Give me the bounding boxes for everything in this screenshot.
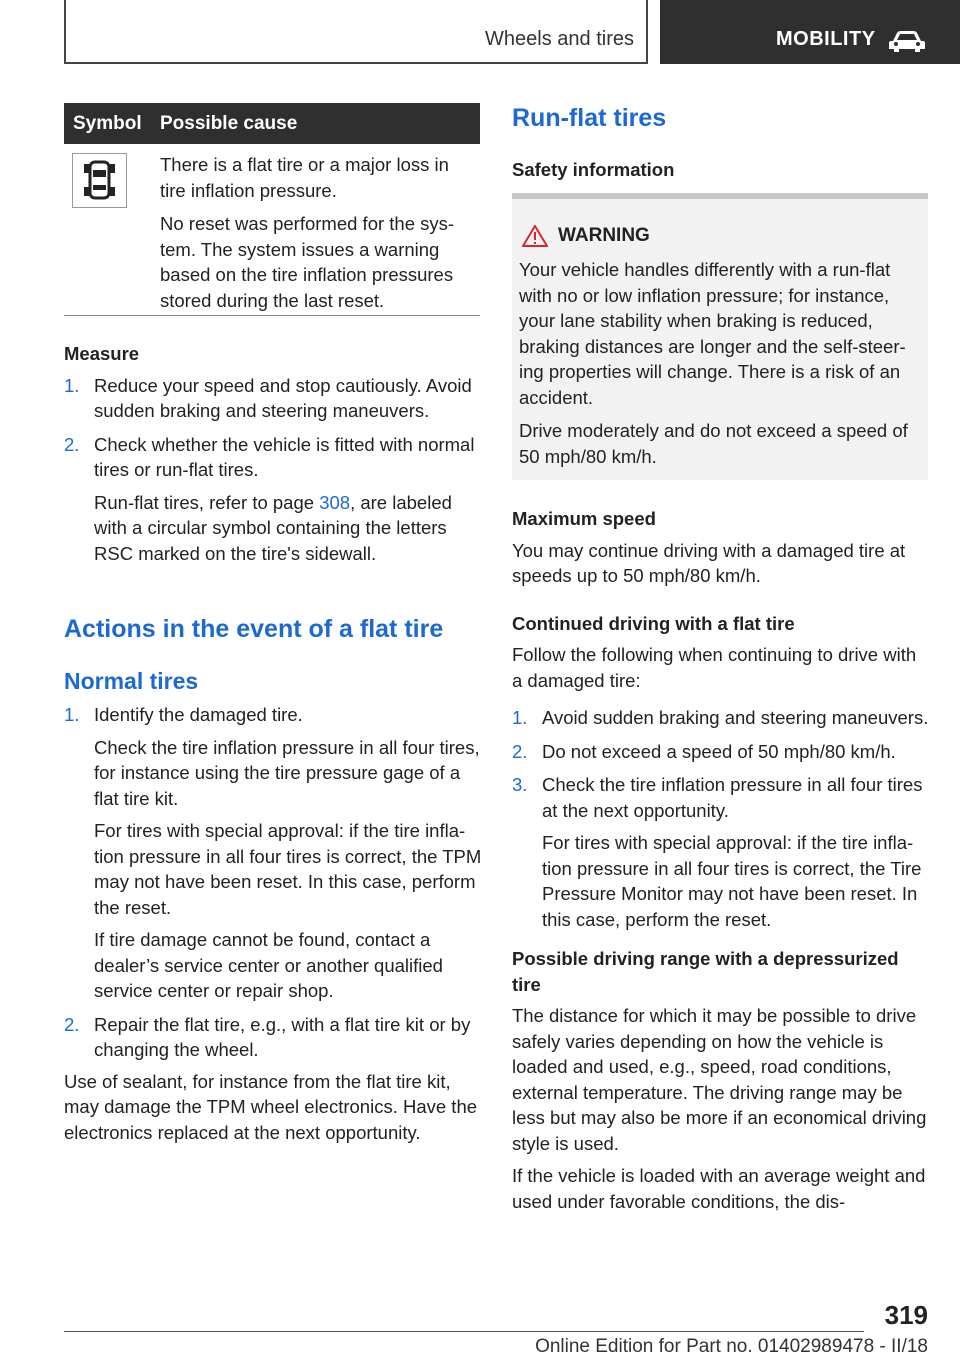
possible-cause-cell [160, 152, 476, 313]
normal-tires-heading: Normal tires [64, 668, 199, 694]
runflat-body [512, 506, 930, 1214]
warning-paragraph: Your vehicle handles differently with a run-flat with no or low inflation pressure; for instance, your lane stability when braking is reduced, braking distances are longer and the self-steering properties will change. There is a risk of an accident. [519, 259, 906, 408]
list-number: 1. [64, 704, 80, 725]
edition-text: Online Edition for Part no. 01402989478 - II/18 [535, 1336, 928, 1357]
warning-triangle-icon [522, 225, 548, 247]
tire-pressure-car-icon [72, 153, 127, 208]
list-item [64, 432, 482, 567]
list-text: Check the tire inflation pressure in all four tires at the next opportunity. [542, 774, 923, 821]
list-text: Reduce your speed and stop cautiously. Avoid sudden braking and steering maneuvers. [94, 374, 472, 421]
header-chapter-tab [660, 0, 960, 64]
header-possible-cause: Possible cause [160, 113, 298, 134]
list-item [64, 1012, 482, 1063]
driving-range-title: Possible driving range with a depressurized tire [512, 948, 899, 995]
list-item [512, 739, 930, 765]
list-text: Check the tire inflation pressure in all four tires, for instance using the tire pressure gage of a flat tire kit. [94, 736, 480, 809]
footer-divider [64, 1331, 864, 1332]
list-number: 3. [512, 774, 528, 795]
car-icon [887, 29, 927, 53]
page-number: 319 [884, 1300, 928, 1330]
actions-heading: Actions in the event of a flat tire [64, 615, 444, 643]
runflat-heading: Run-flat tires [512, 104, 667, 132]
list-number: 2. [512, 740, 528, 762]
list-item [512, 772, 930, 932]
list-text: If tire damage cannot be found, contact a dealer’s service center or another qualified service center or repair shop. [94, 929, 443, 1001]
list-text: For tires with special approval: if the tire inflation pressure in all four tires is correct, the Tire Pressure Monitor may not have been reset. In this case, perform the reset. [542, 832, 922, 930]
normal-tires-section [64, 702, 482, 1145]
max-speed-text: You may continue driving with a damaged tire at speeds up to 50 mph/80 km/h. [512, 539, 906, 586]
list-text: Repair the flat tire, e.g., with a flat tire kit or by changing the wheel. [94, 1013, 471, 1060]
cause-text: No reset was performed for the system. The system issues a warning based on the tire inflation pressures stored during the last reset. [160, 213, 455, 311]
header-section-tab [64, 0, 648, 64]
section-title: Wheels and tires [485, 28, 634, 50]
driving-range-text: If the vehicle is loaded with an average weight and used under favorable conditions, the dis- [512, 1165, 926, 1212]
list-item [64, 702, 482, 1004]
safety-info-title: Safety information [512, 159, 675, 180]
max-speed-title: Maximum speed [512, 508, 656, 529]
symbol-table [64, 103, 480, 316]
list-number: 2. [64, 433, 80, 455]
list-text: For tires with special approval: if the tire inflation pressure in all four tires is correct, the TPM may not have been reset. In this case, perform the reset. [94, 820, 482, 918]
continued-driving-title: Continued driving with a flat tire [512, 612, 795, 634]
measure-title: Measure [64, 343, 140, 364]
list-number: 1. [512, 707, 528, 728]
cause-text: There is a flat tire or a major loss in tire inflation pressure. [160, 154, 449, 201]
list-text: Run-flat tires, refer to page 308, are labeled with a circular symbol containing the letters RSC marked on the tire's sidewall. [94, 491, 452, 564]
warning-text [519, 257, 923, 469]
warning-paragraph: Drive moderately and do not exceed a speed of 50 mph/80 km/h. [519, 420, 908, 467]
list-text: Check whether the vehicle is fitted with normal tires or run-flat tires. [94, 433, 475, 480]
warning-label: WARNING [558, 225, 650, 246]
list-number: 1. [64, 374, 80, 396]
list-item [64, 373, 482, 424]
table-row [64, 144, 480, 316]
header-symbol: Symbol [73, 113, 142, 134]
continued-driving-intro: Follow the following when continuing to drive with a damaged tire: [512, 644, 917, 691]
driving-range-text: The distance for which it may be possible to drive safely varies depending on how the vehicle is loaded and used, e.g., speed, road conditions, external temperature. The driving range may be less but may also be more if an economical driving style is used. [512, 1005, 927, 1154]
chapter-title: MOBILITY [776, 28, 876, 50]
sealant-note: Use of sealant, for instance from the flat tire kit, may damage the TPM wheel electronics. Have the electronics replaced at the next opportunity. [64, 1070, 478, 1143]
page-reference-link[interactable]: 308 [319, 491, 351, 513]
list-text: Avoid sudden braking and steering maneuvers. [542, 707, 929, 728]
table-header [64, 103, 480, 144]
list-text: Do not exceed a speed of 50 mph/80 km/h. [542, 740, 896, 762]
list-text: Identify the damaged tire. [94, 704, 303, 725]
warning-box [512, 193, 928, 480]
list-number: 2. [64, 1013, 80, 1035]
list-item [512, 705, 930, 731]
measure-section [64, 341, 482, 566]
normal-tires-list [64, 702, 482, 1063]
continued-driving-list [512, 705, 930, 932]
measure-list [64, 373, 482, 567]
